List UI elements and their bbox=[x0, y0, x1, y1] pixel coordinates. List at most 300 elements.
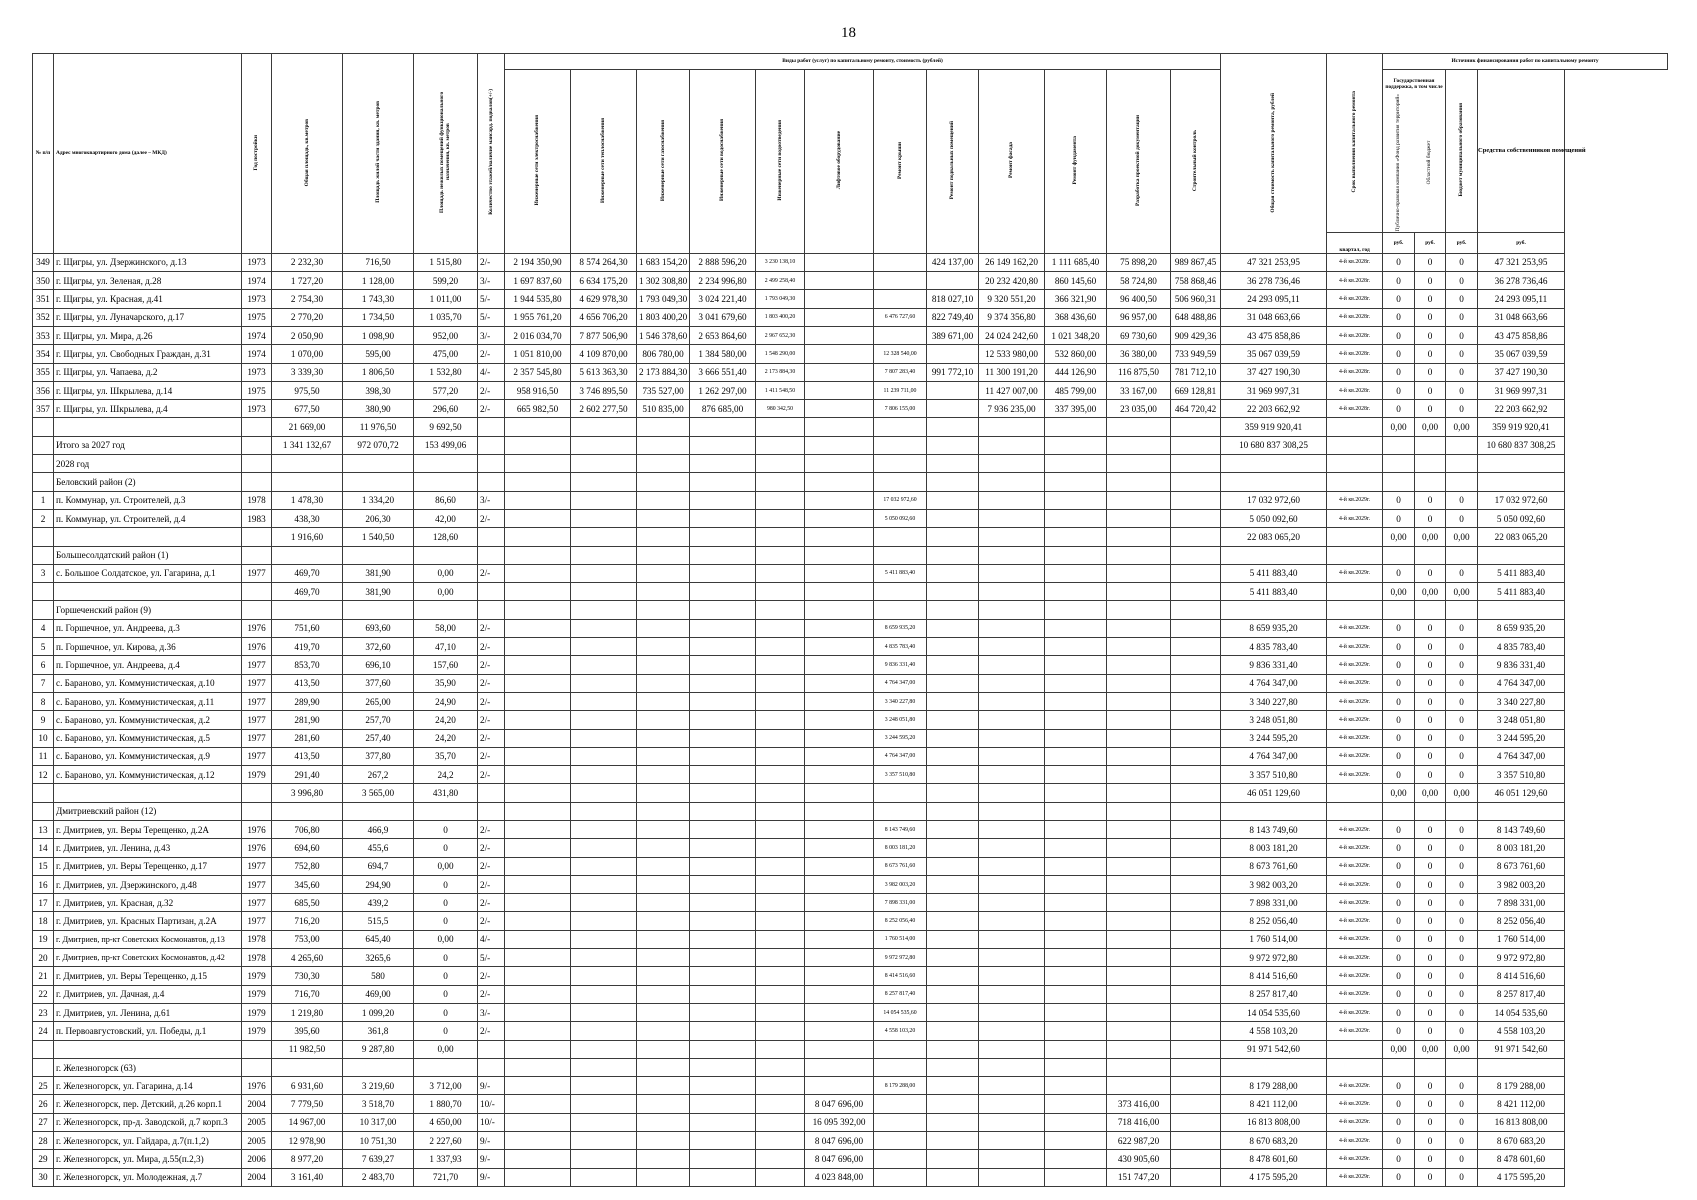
empty-cell bbox=[242, 455, 272, 473]
total-cost-cell: 35 067 039,59 bbox=[1221, 345, 1327, 363]
term-cell: 4-й кв.2029г. bbox=[1327, 1003, 1383, 1021]
living-area-cell: 645,40 bbox=[343, 930, 414, 948]
empty-cell bbox=[33, 528, 54, 546]
work-cost-cell bbox=[927, 272, 979, 290]
nonres-area-cell: 952,00 bbox=[414, 326, 478, 344]
year-cell: 1977 bbox=[242, 894, 272, 912]
total-area-cell: 14 967,00 bbox=[272, 1113, 343, 1131]
header-municipal: Бюджет муниципального образования bbox=[1446, 70, 1478, 233]
living-area-cell: 1 743,30 bbox=[343, 290, 414, 308]
address-cell: г. Щигры, ул. Шкрылева, д.14 bbox=[54, 381, 242, 399]
work-cost-cell bbox=[1107, 1077, 1171, 1095]
year-cell: 2006 bbox=[242, 1150, 272, 1168]
work-cost-cell bbox=[505, 839, 571, 857]
fund-cell: 0 bbox=[1383, 1132, 1415, 1150]
empty-cell bbox=[927, 583, 979, 601]
owners-cell: 4 558 103,20 bbox=[1478, 1022, 1565, 1040]
subtotal-label bbox=[54, 418, 242, 436]
work-cost-cell: 366 321,90 bbox=[1045, 290, 1107, 308]
work-cost-cell bbox=[927, 967, 979, 985]
year-cell: 1977 bbox=[242, 656, 272, 674]
work-cost-cell: 2 016 034,70 bbox=[505, 326, 571, 344]
nonres-area-cell: 1 515,80 bbox=[414, 253, 478, 271]
work-cost-cell bbox=[1171, 766, 1221, 784]
subtotal-living-area: 1 540,50 bbox=[343, 528, 414, 546]
work-cost-cell bbox=[505, 1150, 571, 1168]
work-cost-cell bbox=[805, 1022, 874, 1040]
term-cell: 4-й кв.2028г. bbox=[1327, 381, 1383, 399]
fund-cell: 0 bbox=[1383, 1022, 1415, 1040]
work-cost-cell bbox=[927, 821, 979, 839]
work-cost-cell: 735 527,00 bbox=[637, 381, 690, 399]
row-number: 20 bbox=[33, 949, 54, 967]
municipal-cell: 0 bbox=[1446, 930, 1478, 948]
work-cost-cell: 11 239 711,00 bbox=[874, 381, 927, 399]
work-cost-cell: 4 558 103,20 bbox=[874, 1022, 927, 1040]
living-area-cell: 361,8 bbox=[343, 1022, 414, 1040]
empty-cell bbox=[1415, 601, 1446, 619]
work-cost-cell bbox=[927, 985, 979, 1003]
row-number: 6 bbox=[33, 656, 54, 674]
nonres-area-cell: 599,20 bbox=[414, 272, 478, 290]
term-cell: 4-й кв.2029г. bbox=[1327, 875, 1383, 893]
total-area-cell: 677,50 bbox=[272, 400, 343, 418]
empty-cell bbox=[1221, 546, 1327, 564]
empty-cell bbox=[1171, 436, 1221, 454]
work-cost-cell bbox=[805, 857, 874, 875]
total-area-cell: 730,30 bbox=[272, 967, 343, 985]
work-cost-cell bbox=[505, 1095, 571, 1113]
empty-cell bbox=[1107, 455, 1171, 473]
owners-cell: 4 835 783,40 bbox=[1478, 638, 1565, 656]
owners-cell: 31 048 663,66 bbox=[1478, 308, 1565, 326]
owners-cell: 1 760 514,00 bbox=[1478, 930, 1565, 948]
empty-cell bbox=[343, 601, 414, 619]
nonres-area-cell: 0 bbox=[414, 821, 478, 839]
living-area-cell: 515,5 bbox=[343, 912, 414, 930]
fund-cell: 0 bbox=[1383, 253, 1415, 271]
row-number: 29 bbox=[33, 1150, 54, 1168]
empty-cell bbox=[571, 455, 637, 473]
nonres-area-cell: 0 bbox=[414, 949, 478, 967]
empty-cell bbox=[478, 528, 505, 546]
table-row bbox=[33, 1168, 1668, 1186]
total-cost-cell: 8 421 112,00 bbox=[1221, 1095, 1327, 1113]
table-row bbox=[33, 491, 1668, 509]
empty-cell bbox=[805, 528, 874, 546]
total-cost-cell: 4 764 347,00 bbox=[1221, 747, 1327, 765]
regional-cell: 0 bbox=[1415, 729, 1446, 747]
work-cost-cell bbox=[637, 949, 690, 967]
year-cell: 1975 bbox=[242, 381, 272, 399]
work-cost-cell: 758 868,46 bbox=[1171, 272, 1221, 290]
work-cost-cell bbox=[979, 875, 1045, 893]
work-cost-cell bbox=[756, 912, 805, 930]
header-total-cost: Общая стоимость капитального ремонта, рублей bbox=[1221, 54, 1327, 254]
empty-cell bbox=[690, 601, 756, 619]
fund-cell: 0 bbox=[1383, 308, 1415, 326]
row-number: 357 bbox=[33, 400, 54, 418]
work-cost-cell bbox=[927, 729, 979, 747]
work-cost-cell: 3 041 679,60 bbox=[690, 308, 756, 326]
work-cost-cell bbox=[756, 1077, 805, 1095]
empty-cell bbox=[1478, 546, 1565, 564]
total-cost-cell: 9 972 972,80 bbox=[1221, 949, 1327, 967]
subtotal-owners: 22 083 065,20 bbox=[1478, 528, 1565, 546]
empty-cell bbox=[1221, 802, 1327, 820]
work-cost-cell bbox=[874, 1150, 927, 1168]
work-cost-cell: 8 047 696,00 bbox=[805, 1132, 874, 1150]
work-cost-cell bbox=[874, 253, 927, 271]
subtotal-fund: 0,00 bbox=[1383, 784, 1415, 802]
fund-cell: 0 bbox=[1383, 839, 1415, 857]
header-nonres-area: Площадь нежилых помещений функционального назначения, кв. метров bbox=[414, 54, 478, 254]
work-cost-cell bbox=[505, 638, 571, 656]
total-area-cell: 419,70 bbox=[272, 638, 343, 656]
fund-cell: 0 bbox=[1383, 949, 1415, 967]
work-cost-cell bbox=[756, 857, 805, 875]
municipal-cell: 0 bbox=[1446, 290, 1478, 308]
work-cost-cell bbox=[571, 1003, 637, 1021]
fund-cell: 0 bbox=[1383, 491, 1415, 509]
table-row bbox=[33, 1022, 1668, 1040]
work-cost-cell: 2 653 864,60 bbox=[690, 326, 756, 344]
work-cost-cell: 506 960,31 bbox=[1171, 290, 1221, 308]
regional-cell: 0 bbox=[1415, 1132, 1446, 1150]
row-number: 5 bbox=[33, 638, 54, 656]
work-cost-cell bbox=[1171, 1095, 1221, 1113]
group-row bbox=[33, 601, 1668, 619]
work-cost-cell bbox=[756, 656, 805, 674]
total-area-cell: 2 232,30 bbox=[272, 253, 343, 271]
work-cost-cell: 8 257 817,40 bbox=[874, 985, 927, 1003]
term-cell: 4-й кв.2029г. bbox=[1327, 1168, 1383, 1186]
work-cost-cell bbox=[979, 619, 1045, 637]
total-cost-cell: 8 257 817,40 bbox=[1221, 985, 1327, 1003]
term-cell: 4-й кв.2029г. bbox=[1327, 674, 1383, 692]
empty-cell bbox=[343, 546, 414, 564]
empty-cell bbox=[33, 583, 54, 601]
subtotal-owners: 5 411 883,40 bbox=[1478, 583, 1565, 601]
empty-cell bbox=[1221, 601, 1327, 619]
work-cost-cell bbox=[505, 930, 571, 948]
municipal-cell: 0 bbox=[1446, 345, 1478, 363]
empty-cell bbox=[1107, 436, 1171, 454]
work-cost-cell bbox=[805, 400, 874, 418]
fund-cell: 0 bbox=[1383, 711, 1415, 729]
table-row bbox=[33, 290, 1668, 308]
table-row bbox=[33, 564, 1668, 582]
empty-cell bbox=[690, 802, 756, 820]
row-number: 10 bbox=[33, 729, 54, 747]
work-cost-cell bbox=[1171, 1077, 1221, 1095]
empty-cell bbox=[505, 1040, 571, 1058]
group-row bbox=[33, 546, 1668, 564]
total-cost-cell: 7 898 331,00 bbox=[1221, 894, 1327, 912]
header-num: № п/п bbox=[33, 54, 54, 254]
work-cost-cell bbox=[927, 1150, 979, 1168]
work-cost-cell bbox=[1107, 949, 1171, 967]
work-cost-cell bbox=[927, 1132, 979, 1150]
work-cost-cell bbox=[979, 638, 1045, 656]
empty-cell bbox=[505, 528, 571, 546]
header-work-9: Ремонт фасада bbox=[979, 70, 1045, 254]
empty-cell bbox=[1327, 546, 1383, 564]
work-cost-cell: 1 262 297,00 bbox=[690, 381, 756, 399]
nonres-area-cell: 0 bbox=[414, 967, 478, 985]
empty-cell bbox=[805, 546, 874, 564]
work-cost-cell bbox=[979, 967, 1045, 985]
work-cost-cell bbox=[505, 821, 571, 839]
work-cost-cell bbox=[927, 1003, 979, 1021]
work-cost-cell bbox=[805, 345, 874, 363]
work-cost-cell bbox=[505, 619, 571, 637]
header-term: Срок выполнения капитального ремонта bbox=[1327, 54, 1383, 233]
empty-cell bbox=[756, 784, 805, 802]
floors-cell: 2/- bbox=[478, 638, 505, 656]
empty-cell bbox=[414, 546, 478, 564]
work-cost-cell: 20 232 420,80 bbox=[979, 272, 1045, 290]
living-area-cell: 1 734,50 bbox=[343, 308, 414, 326]
fund-cell: 0 bbox=[1383, 766, 1415, 784]
owners-cell: 8 659 935,20 bbox=[1478, 619, 1565, 637]
living-area-cell: 439,2 bbox=[343, 894, 414, 912]
address-cell: г. Железногорск, ул. Гагарина, д.14 bbox=[54, 1077, 242, 1095]
work-cost-cell bbox=[571, 912, 637, 930]
living-area-cell: 694,7 bbox=[343, 857, 414, 875]
work-cost-cell bbox=[756, 509, 805, 527]
term-cell: 4-й кв.2029г. bbox=[1327, 949, 1383, 967]
fund-cell: 0 bbox=[1383, 747, 1415, 765]
fund-cell: 0 bbox=[1383, 875, 1415, 893]
work-cost-cell bbox=[805, 308, 874, 326]
address-cell: с. Бараново, ул. Коммунистическая, д.2 bbox=[54, 711, 242, 729]
work-cost-cell: 8 252 056,40 bbox=[874, 912, 927, 930]
living-area-cell: 1 806,50 bbox=[343, 363, 414, 381]
floors-cell: 3/- bbox=[478, 326, 505, 344]
empty-cell bbox=[637, 1058, 690, 1076]
owners-cell: 3 357 510,80 bbox=[1478, 766, 1565, 784]
work-cost-cell bbox=[979, 949, 1045, 967]
subtotal-municipal: 0,00 bbox=[1446, 528, 1478, 546]
subtotal-total-area: 21 669,00 bbox=[272, 418, 343, 436]
subtotal-living-area: 3 565,00 bbox=[343, 784, 414, 802]
municipal-cell: 0 bbox=[1446, 821, 1478, 839]
work-cost-cell bbox=[571, 656, 637, 674]
work-cost-cell bbox=[874, 326, 927, 344]
row-number: 25 bbox=[33, 1077, 54, 1095]
row-number: 350 bbox=[33, 272, 54, 290]
total-cost-cell: 36 278 736,46 bbox=[1221, 272, 1327, 290]
total-area-cell: 706,80 bbox=[272, 821, 343, 839]
empty-cell bbox=[979, 473, 1045, 491]
work-cost-cell bbox=[927, 674, 979, 692]
year-cell: 1973 bbox=[242, 253, 272, 271]
subtotal-nonres-area: 9 692,50 bbox=[414, 418, 478, 436]
work-cost-cell bbox=[1107, 711, 1171, 729]
work-cost-cell bbox=[805, 656, 874, 674]
work-cost-cell: 116 875,50 bbox=[1107, 363, 1171, 381]
total-cost-cell: 3 340 227,80 bbox=[1221, 692, 1327, 710]
empty-cell bbox=[874, 436, 927, 454]
work-cost-cell bbox=[756, 985, 805, 1003]
work-cost-cell bbox=[1045, 821, 1107, 839]
work-cost-cell bbox=[927, 1095, 979, 1113]
floors-cell: 2/- bbox=[478, 747, 505, 765]
work-cost-cell bbox=[756, 1095, 805, 1113]
work-cost-cell bbox=[571, 1095, 637, 1113]
work-cost-cell bbox=[571, 747, 637, 765]
term-cell: 4-й кв.2029г. bbox=[1327, 564, 1383, 582]
total-cost-cell: 8 670 683,20 bbox=[1221, 1132, 1327, 1150]
work-cost-cell bbox=[979, 1132, 1045, 1150]
empty-cell bbox=[1327, 436, 1383, 454]
municipal-cell: 0 bbox=[1446, 564, 1478, 582]
work-cost-cell bbox=[756, 894, 805, 912]
living-area-cell: 3 518,70 bbox=[343, 1095, 414, 1113]
work-cost-cell bbox=[571, 711, 637, 729]
total-cost-cell: 8 659 935,20 bbox=[1221, 619, 1327, 637]
work-cost-cell bbox=[874, 290, 927, 308]
owners-cell: 5 050 092,60 bbox=[1478, 509, 1565, 527]
year-cell: 1977 bbox=[242, 875, 272, 893]
subtotal-row bbox=[33, 784, 1668, 802]
year-cell: 1983 bbox=[242, 509, 272, 527]
work-cost-cell bbox=[637, 1095, 690, 1113]
living-area-cell: 469,00 bbox=[343, 985, 414, 1003]
nonres-area-cell: 0,00 bbox=[414, 564, 478, 582]
work-cost-cell bbox=[637, 729, 690, 747]
work-cost-cell bbox=[1171, 839, 1221, 857]
work-cost-cell: 1 793 049,30 bbox=[756, 290, 805, 308]
table-row bbox=[33, 1003, 1668, 1021]
work-cost-cell bbox=[979, 1077, 1045, 1095]
empty-cell bbox=[1478, 473, 1565, 491]
work-cost-cell: 3 357 510,80 bbox=[874, 766, 927, 784]
floors-cell: 5/- bbox=[478, 949, 505, 967]
empty-cell bbox=[242, 601, 272, 619]
work-cost-cell: 860 145,60 bbox=[1045, 272, 1107, 290]
subtotal-row bbox=[33, 1040, 1668, 1058]
empty-cell bbox=[1221, 1058, 1327, 1076]
year-cell: 1975 bbox=[242, 308, 272, 326]
header-regional: Областной бюджет bbox=[1426, 141, 1433, 185]
work-cost-cell bbox=[1107, 821, 1171, 839]
empty-cell bbox=[1045, 546, 1107, 564]
empty-cell bbox=[690, 473, 756, 491]
owners-cell: 31 969 997,31 bbox=[1478, 381, 1565, 399]
empty-cell bbox=[414, 601, 478, 619]
municipal-cell: 0 bbox=[1446, 1132, 1478, 1150]
group-row bbox=[33, 1058, 1668, 1076]
row-number: 352 bbox=[33, 308, 54, 326]
work-cost-cell bbox=[805, 711, 874, 729]
work-cost-cell bbox=[637, 766, 690, 784]
row-number: 18 bbox=[33, 912, 54, 930]
empty-cell bbox=[1171, 473, 1221, 491]
group-label: г. Железногорск (63) bbox=[54, 1058, 242, 1076]
work-cost-cell bbox=[1171, 1113, 1221, 1131]
floors-cell: 2/- bbox=[478, 692, 505, 710]
empty-cell bbox=[1327, 802, 1383, 820]
total-area-cell: 716,70 bbox=[272, 985, 343, 1003]
work-cost-cell bbox=[756, 619, 805, 637]
nonres-area-cell: 0 bbox=[414, 1003, 478, 1021]
floors-cell: 4/- bbox=[478, 930, 505, 948]
work-cost-cell bbox=[1171, 930, 1221, 948]
living-area-cell: 380,90 bbox=[343, 400, 414, 418]
total-area-cell: 291,40 bbox=[272, 766, 343, 784]
empty-cell bbox=[756, 601, 805, 619]
subtotal-nonres-area: 153 499,06 bbox=[414, 436, 478, 454]
owners-cell: 8 478 601,60 bbox=[1478, 1150, 1565, 1168]
floors-cell: 3/- bbox=[478, 491, 505, 509]
work-cost-cell bbox=[1107, 985, 1171, 1003]
work-cost-cell bbox=[505, 967, 571, 985]
empty-cell bbox=[756, 473, 805, 491]
work-cost-cell bbox=[756, 821, 805, 839]
empty-cell bbox=[637, 473, 690, 491]
address-cell: г. Щигры, ул. Зеленая, д.28 bbox=[54, 272, 242, 290]
work-cost-cell bbox=[756, 729, 805, 747]
empty-cell bbox=[33, 546, 54, 564]
empty-cell bbox=[1446, 546, 1478, 564]
work-cost-cell: 464 720,42 bbox=[1171, 400, 1221, 418]
work-cost-cell bbox=[927, 692, 979, 710]
work-cost-cell: 3 666 551,40 bbox=[690, 363, 756, 381]
total-area-cell: 469,70 bbox=[272, 564, 343, 582]
work-cost-cell bbox=[805, 692, 874, 710]
year-cell: 1977 bbox=[242, 729, 272, 747]
nonres-area-cell: 24,2 bbox=[414, 766, 478, 784]
table-row bbox=[33, 253, 1668, 271]
nonres-area-cell: 24,20 bbox=[414, 711, 478, 729]
group-label: Дмитриевский район (12) bbox=[54, 802, 242, 820]
subtotal-fund bbox=[1383, 436, 1415, 454]
term-cell: 4-й кв.2029г. bbox=[1327, 967, 1383, 985]
work-cost-cell bbox=[756, 967, 805, 985]
total-cost-cell: 4 835 783,40 bbox=[1221, 638, 1327, 656]
nonres-area-cell: 721,70 bbox=[414, 1168, 478, 1186]
total-area-cell: 751,60 bbox=[272, 619, 343, 637]
work-cost-cell bbox=[1107, 857, 1171, 875]
work-cost-cell bbox=[1045, 930, 1107, 948]
empty-cell bbox=[1107, 802, 1171, 820]
owners-cell: 8 252 056,40 bbox=[1478, 912, 1565, 930]
work-cost-cell: 989 867,45 bbox=[1171, 253, 1221, 271]
work-cost-cell bbox=[756, 1022, 805, 1040]
work-cost-cell bbox=[505, 711, 571, 729]
row-number: 30 bbox=[33, 1168, 54, 1186]
total-area-cell: 281,60 bbox=[272, 729, 343, 747]
nonres-area-cell: 0 bbox=[414, 1022, 478, 1040]
work-cost-cell bbox=[756, 839, 805, 857]
municipal-cell: 0 bbox=[1446, 894, 1478, 912]
empty-cell bbox=[637, 784, 690, 802]
work-cost-cell bbox=[1107, 564, 1171, 582]
work-cost-cell bbox=[805, 930, 874, 948]
municipal-cell: 0 bbox=[1446, 1150, 1478, 1168]
regional-cell: 0 bbox=[1415, 674, 1446, 692]
empty-cell bbox=[1107, 1058, 1171, 1076]
work-cost-cell bbox=[874, 1095, 927, 1113]
work-cost-cell bbox=[1171, 729, 1221, 747]
term-cell: 4-й кв.2029г. bbox=[1327, 912, 1383, 930]
work-cost-cell: 4 023 848,00 bbox=[805, 1168, 874, 1186]
empty-cell bbox=[571, 1040, 637, 1058]
address-cell: п. Коммунар, ул. Строителей, д.3 bbox=[54, 491, 242, 509]
total-cost-cell: 16 813 808,00 bbox=[1221, 1113, 1327, 1131]
